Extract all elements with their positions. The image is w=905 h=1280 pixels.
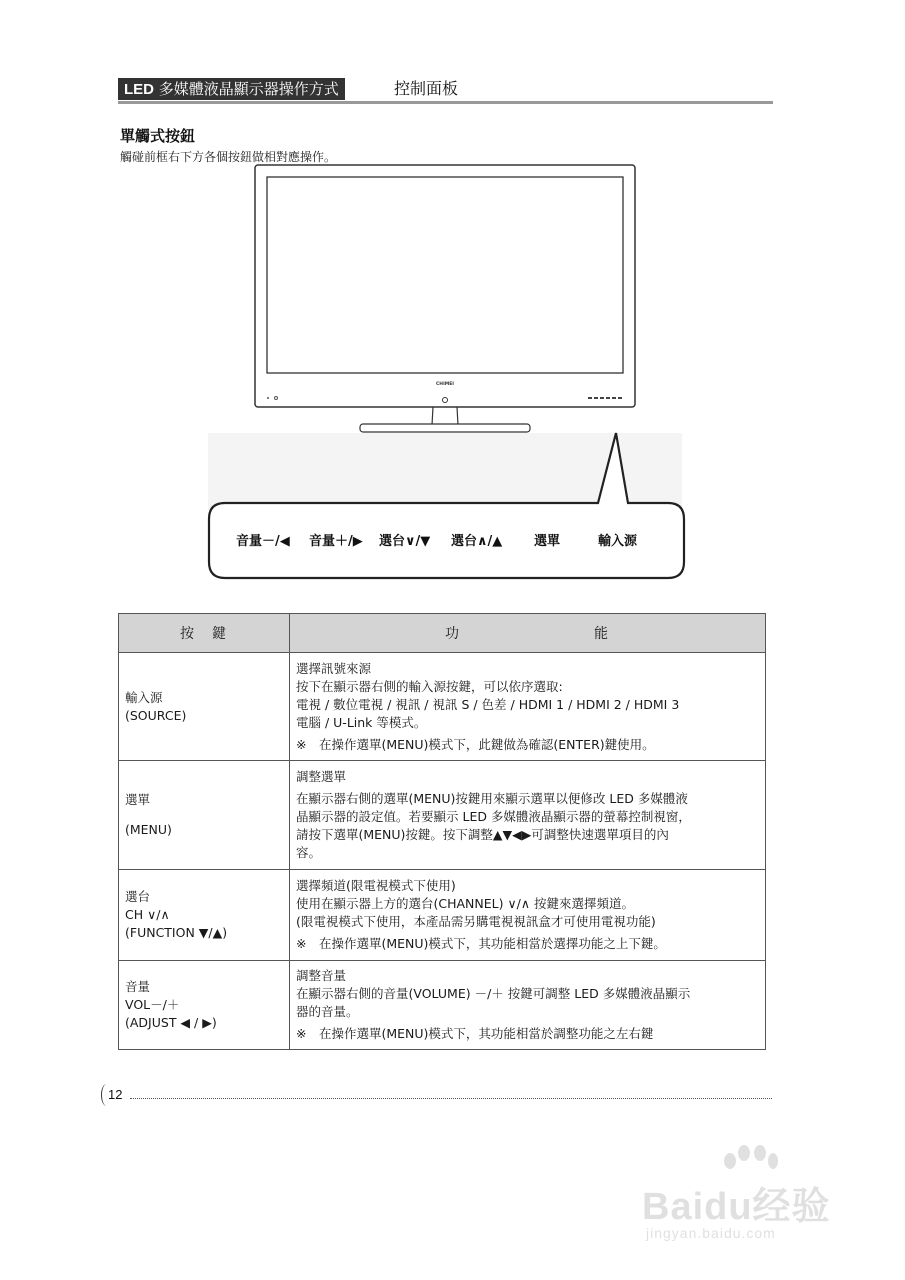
chapter-section: 控制面板 bbox=[394, 79, 459, 98]
table-row bbox=[119, 961, 766, 1050]
tv-screen bbox=[267, 177, 623, 373]
page-number: 12 bbox=[108, 1087, 123, 1102]
desc-cell: 調整音量 在顯示器右側的音量(VOLUME) －/＋ 按鍵可調整 LED 多媒體液晶顯示 器的音量。 ※ 在操作選單(MENU)模式下，其功能相當於調整功能之左右鍵 bbox=[290, 961, 766, 1050]
desc-cell: 選擇訊號來源 按下在顯示器右側的輸入源按鍵，可以依序選取: 電視 / 數位電視 / 視訊 / 視訊 S / 色差 / HDMI 1 / HDMI 2 / HDMI 3 電腦 / U-Link 等模式。 ※ 在操作選單(MENU)模式下，此鍵做為確認(ENTER)鍵使用。 bbox=[290, 653, 766, 761]
panel-button-ch-up: 選台∧/▲ bbox=[451, 534, 503, 549]
panel-button-vol-down: 音量－/◀ bbox=[236, 534, 290, 549]
note: ※ 在操作選單(MENU)模式下，其功能相當於選擇功能之上下鍵。 bbox=[296, 936, 666, 951]
button-function-table bbox=[118, 613, 766, 1050]
table-row bbox=[119, 870, 766, 961]
section-description: 觸碰前框右下方各個按鈕做相對應操作。 bbox=[120, 150, 337, 164]
panel-button-source: 輸入源 bbox=[598, 534, 638, 549]
key-cell: 選台 CH ∨/∧ (FUNCTION ▼/▲) bbox=[119, 870, 290, 961]
chapter-title: LED 多媒體液晶顯示器操作方式 bbox=[118, 78, 345, 100]
table-row bbox=[119, 653, 766, 761]
key-cell: 輸入源 (SOURCE) bbox=[119, 653, 290, 761]
key-cell: 選單 (MENU) bbox=[119, 761, 290, 870]
tv-illustration bbox=[0, 0, 905, 600]
desc-cell: 選擇頻道(限電視模式下使用) 使用在顯示器上方的選台(CHANNEL) ∨/∧ 按鍵來選擇頻道。 (限電視模式下使用，本產品需另購電視視訊盒才可使用電視功能) ※ 在操作選單(MENU)模式下，其功能相當於選擇功能之上下鍵。 bbox=[290, 870, 766, 961]
tv-stand-base bbox=[360, 424, 530, 432]
watermark bbox=[640, 1145, 870, 1245]
table-row bbox=[119, 761, 766, 870]
note: ※ 在操作選單(MENU)模式下，此鍵做為確認(ENTER)鍵使用。 bbox=[296, 736, 655, 752]
tv-stand-neck bbox=[432, 407, 458, 425]
footer-dotted-rule bbox=[130, 1098, 772, 1099]
panel-button-menu: 選單 bbox=[534, 534, 561, 549]
key-cell: 音量 VOL－/＋ (ADJUST ◀ / ▶) bbox=[119, 961, 290, 1050]
header-key: 按 鍵 bbox=[119, 614, 290, 653]
header-function: 功 能 bbox=[290, 614, 766, 653]
watermark-url: jingyan.baidu.com bbox=[646, 1225, 776, 1241]
panel-button-ch-down: 選台∨/▼ bbox=[379, 534, 431, 549]
sensor-dot bbox=[267, 397, 269, 399]
panel-button-vol-up: 音量＋/▶ bbox=[309, 534, 363, 549]
table-header-row bbox=[119, 614, 766, 653]
desc-cell: 調整選單 在顯示器右側的選單(MENU)按鍵用來顯示選單以便修改 LED 多媒體液 晶顯示器的設定值。若要顯示 LED 多媒體液晶顯示器的螢幕控制視窗， 請按下選單(MENU)按鍵。按下調整▲▼◀▶可調整快速選單項目的內 容。 bbox=[290, 761, 766, 870]
watermark-brand: Baidu经验 bbox=[642, 1186, 831, 1228]
note: ※ 在操作選單(MENU)模式下，其功能相當於調整功能之左右鍵 bbox=[296, 1026, 654, 1041]
tv-brand-logo: CHIMEI bbox=[436, 382, 454, 387]
section-title: 單觸式按鈕 bbox=[120, 127, 196, 145]
